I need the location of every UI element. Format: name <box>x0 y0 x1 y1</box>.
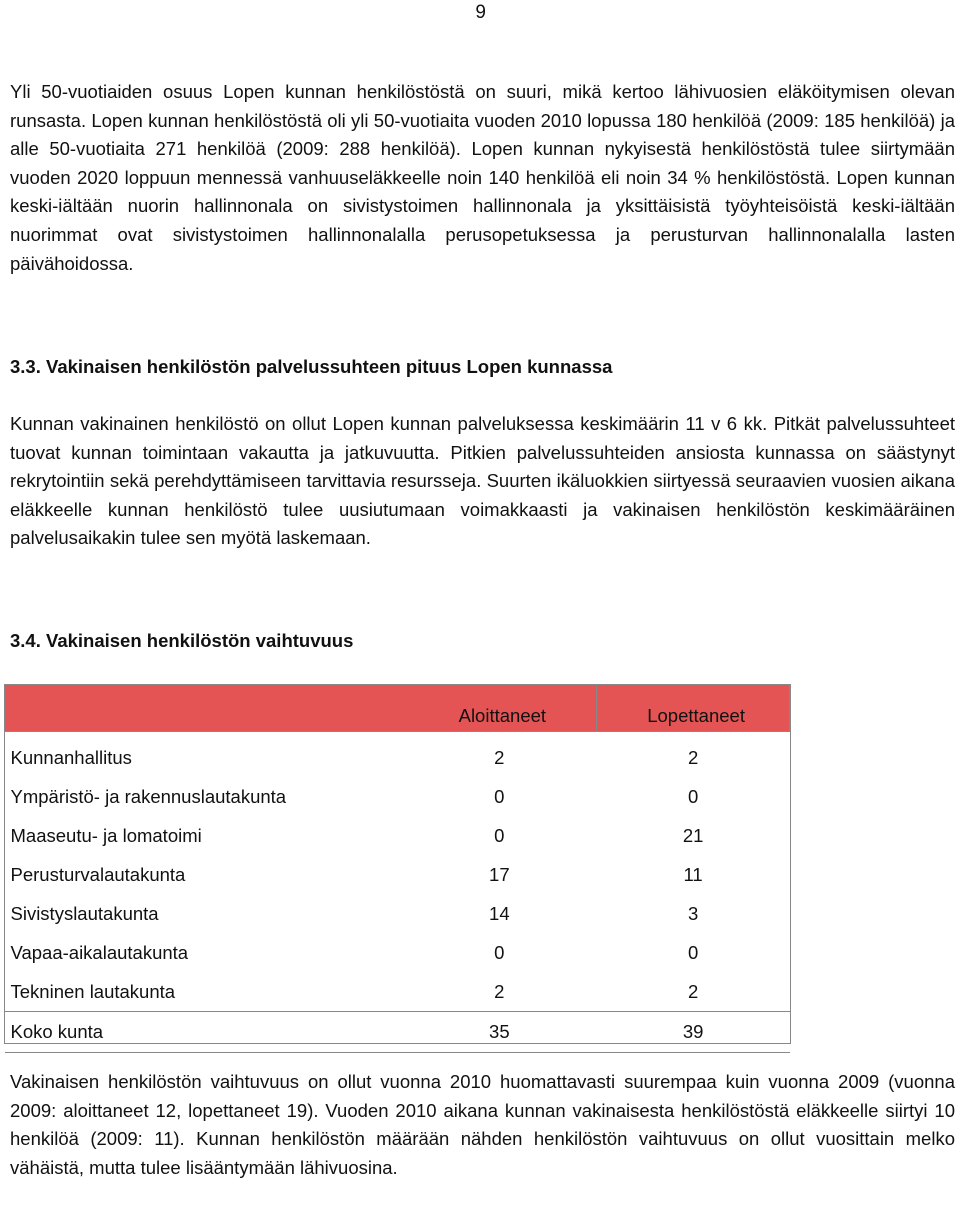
row-unit-name: Sivistyslautakunta <box>10 902 159 924</box>
section-3-3-paragraph: Kunnan vakinainen henkilöstö on ollut Lopen kunnan palveluksessa keskimäärin 11 v 6 kk. Pitkät palvelussuhteet tuovat kunnan toimintaan vakautta ja jatkuvuutta. Pitkien palvelussuhteiden ansiosta kunnassa on säästynyt rekrytointiin sekä perehdyttämiseen tarvittavia resursseja. Suurten ikäluokkien siirtyessä seuraavien vuosien aikana eläkkeelle kunnan henkilöstö tulee uusiutumaan voimakkaasti ja vakinaisen henkilöstön keskimääräinen palvelusaikakin tulee sen myötä laskemaan. <box>10 413 955 549</box>
row-unit-name: Vapaa-aikalautakunta <box>10 941 189 963</box>
table-row <box>5 816 790 855</box>
table-row <box>5 972 790 1012</box>
column-header-unit <box>5 685 402 732</box>
row-aloittaneet: 14 <box>489 902 510 924</box>
page-number: 9 <box>475 2 486 23</box>
column-header-aloittaneet: Aloittaneet <box>402 685 597 732</box>
turnover-table <box>4 684 790 1053</box>
table-row <box>5 777 790 816</box>
row-aloittaneet: 2 <box>494 980 505 1002</box>
table-row <box>5 933 790 972</box>
table-row <box>5 855 790 894</box>
section-heading-3-3: 3.3. Vakinaisen henkilöstön palvelussuhteen pituus Lopen kunnassa <box>10 356 613 377</box>
row-unit-name: Ympäristö- ja rakennuslautakunta <box>10 785 287 807</box>
column-header-lopettaneet: Lopettaneet <box>597 685 790 732</box>
row-lopettaneet: 2 <box>687 980 699 1002</box>
row-lopettaneet: 0 <box>687 785 699 807</box>
row-lopettaneet: 2 <box>687 746 699 768</box>
row-unit-name: Perusturvalautakunta <box>10 863 186 885</box>
row-unit-name: Tekninen lautakunta <box>10 980 176 1002</box>
row-aloittaneet: 0 <box>494 824 505 846</box>
row-aloittaneet: 2 <box>494 746 505 768</box>
table-total-row <box>5 1012 790 1053</box>
section-3-4-paragraph: Vakinaisen henkilöstön vaihtuvuus on ollut vuonna 2010 huomattavasti suurempaa kuin vuonna 2009 (vuonna 2009: aloittaneet 12, lopettaneet 19). Vuoden 2010 aikana kunnan vakinaisesta henkilöstöstä eläkkeelle siirtyi 10 henkilöä (2009: 11). Kunnan henkilöstön määrään nähden henkilöstön vaihtuvuus on ollut vuosittain melko vähäistä, mutta tulee lisääntymään lähivuosina. <box>10 1071 955 1178</box>
row-lopettaneet: 0 <box>687 941 699 963</box>
intro-paragraph: Yli 50-vuotiaiden osuus Lopen kunnan henkilöstöstä on suuri, mikä kertoo lähivuosien eläköitymisen olevan runsasta. Lopen kunnan henkilöstöstä oli yli 50-vuotiaita vuoden 2010 lopussa 180 henkilöä (2009: 185 henkilöä) ja alle 50-vuotiaita 271 henkilöä (2009: 288 henkilöä). Lopen kunnan nykyisestä henkilöstöstä tulee siirtymään vuoden 2020 loppuun mennessä vanhuuseläkkeelle noin 140 henkilöä eli noin 34 % henkilöstöstä. Lopen kunnan keski-iältään nuorin hallinnonala on sivistystoimen hallinnonala ja yksittäisistä työyhteisöistä keski-iältään nuorimmat ovat sivistystoimen hallinnonalalla perusopetuksessa ja perusturvan hallinnonalalla lasten päivähoidossa. <box>10 81 955 274</box>
row-aloittaneet: 0 <box>494 785 505 807</box>
total-aloittaneet: 35 <box>402 1012 597 1053</box>
row-unit-name: Maaseutu- ja lomatoimi <box>10 824 202 846</box>
row-lopettaneet: 3 <box>687 902 699 924</box>
table-row <box>5 732 790 778</box>
row-aloittaneet: 0 <box>494 941 505 963</box>
row-unit-name: Kunnanhallitus <box>10 746 132 768</box>
total-lopettaneet: 39 <box>597 1012 790 1053</box>
table-header-row <box>5 685 790 732</box>
total-unit-name: Koko kunta <box>5 1012 402 1053</box>
table-row <box>5 894 790 933</box>
section-heading-3-4: 3.4. Vakinaisen henkilöstön vaihtuvuus <box>10 630 354 651</box>
row-aloittaneet: 17 <box>489 863 510 885</box>
row-lopettaneet: 11 <box>683 863 703 885</box>
row-lopettaneet: 21 <box>682 824 704 846</box>
